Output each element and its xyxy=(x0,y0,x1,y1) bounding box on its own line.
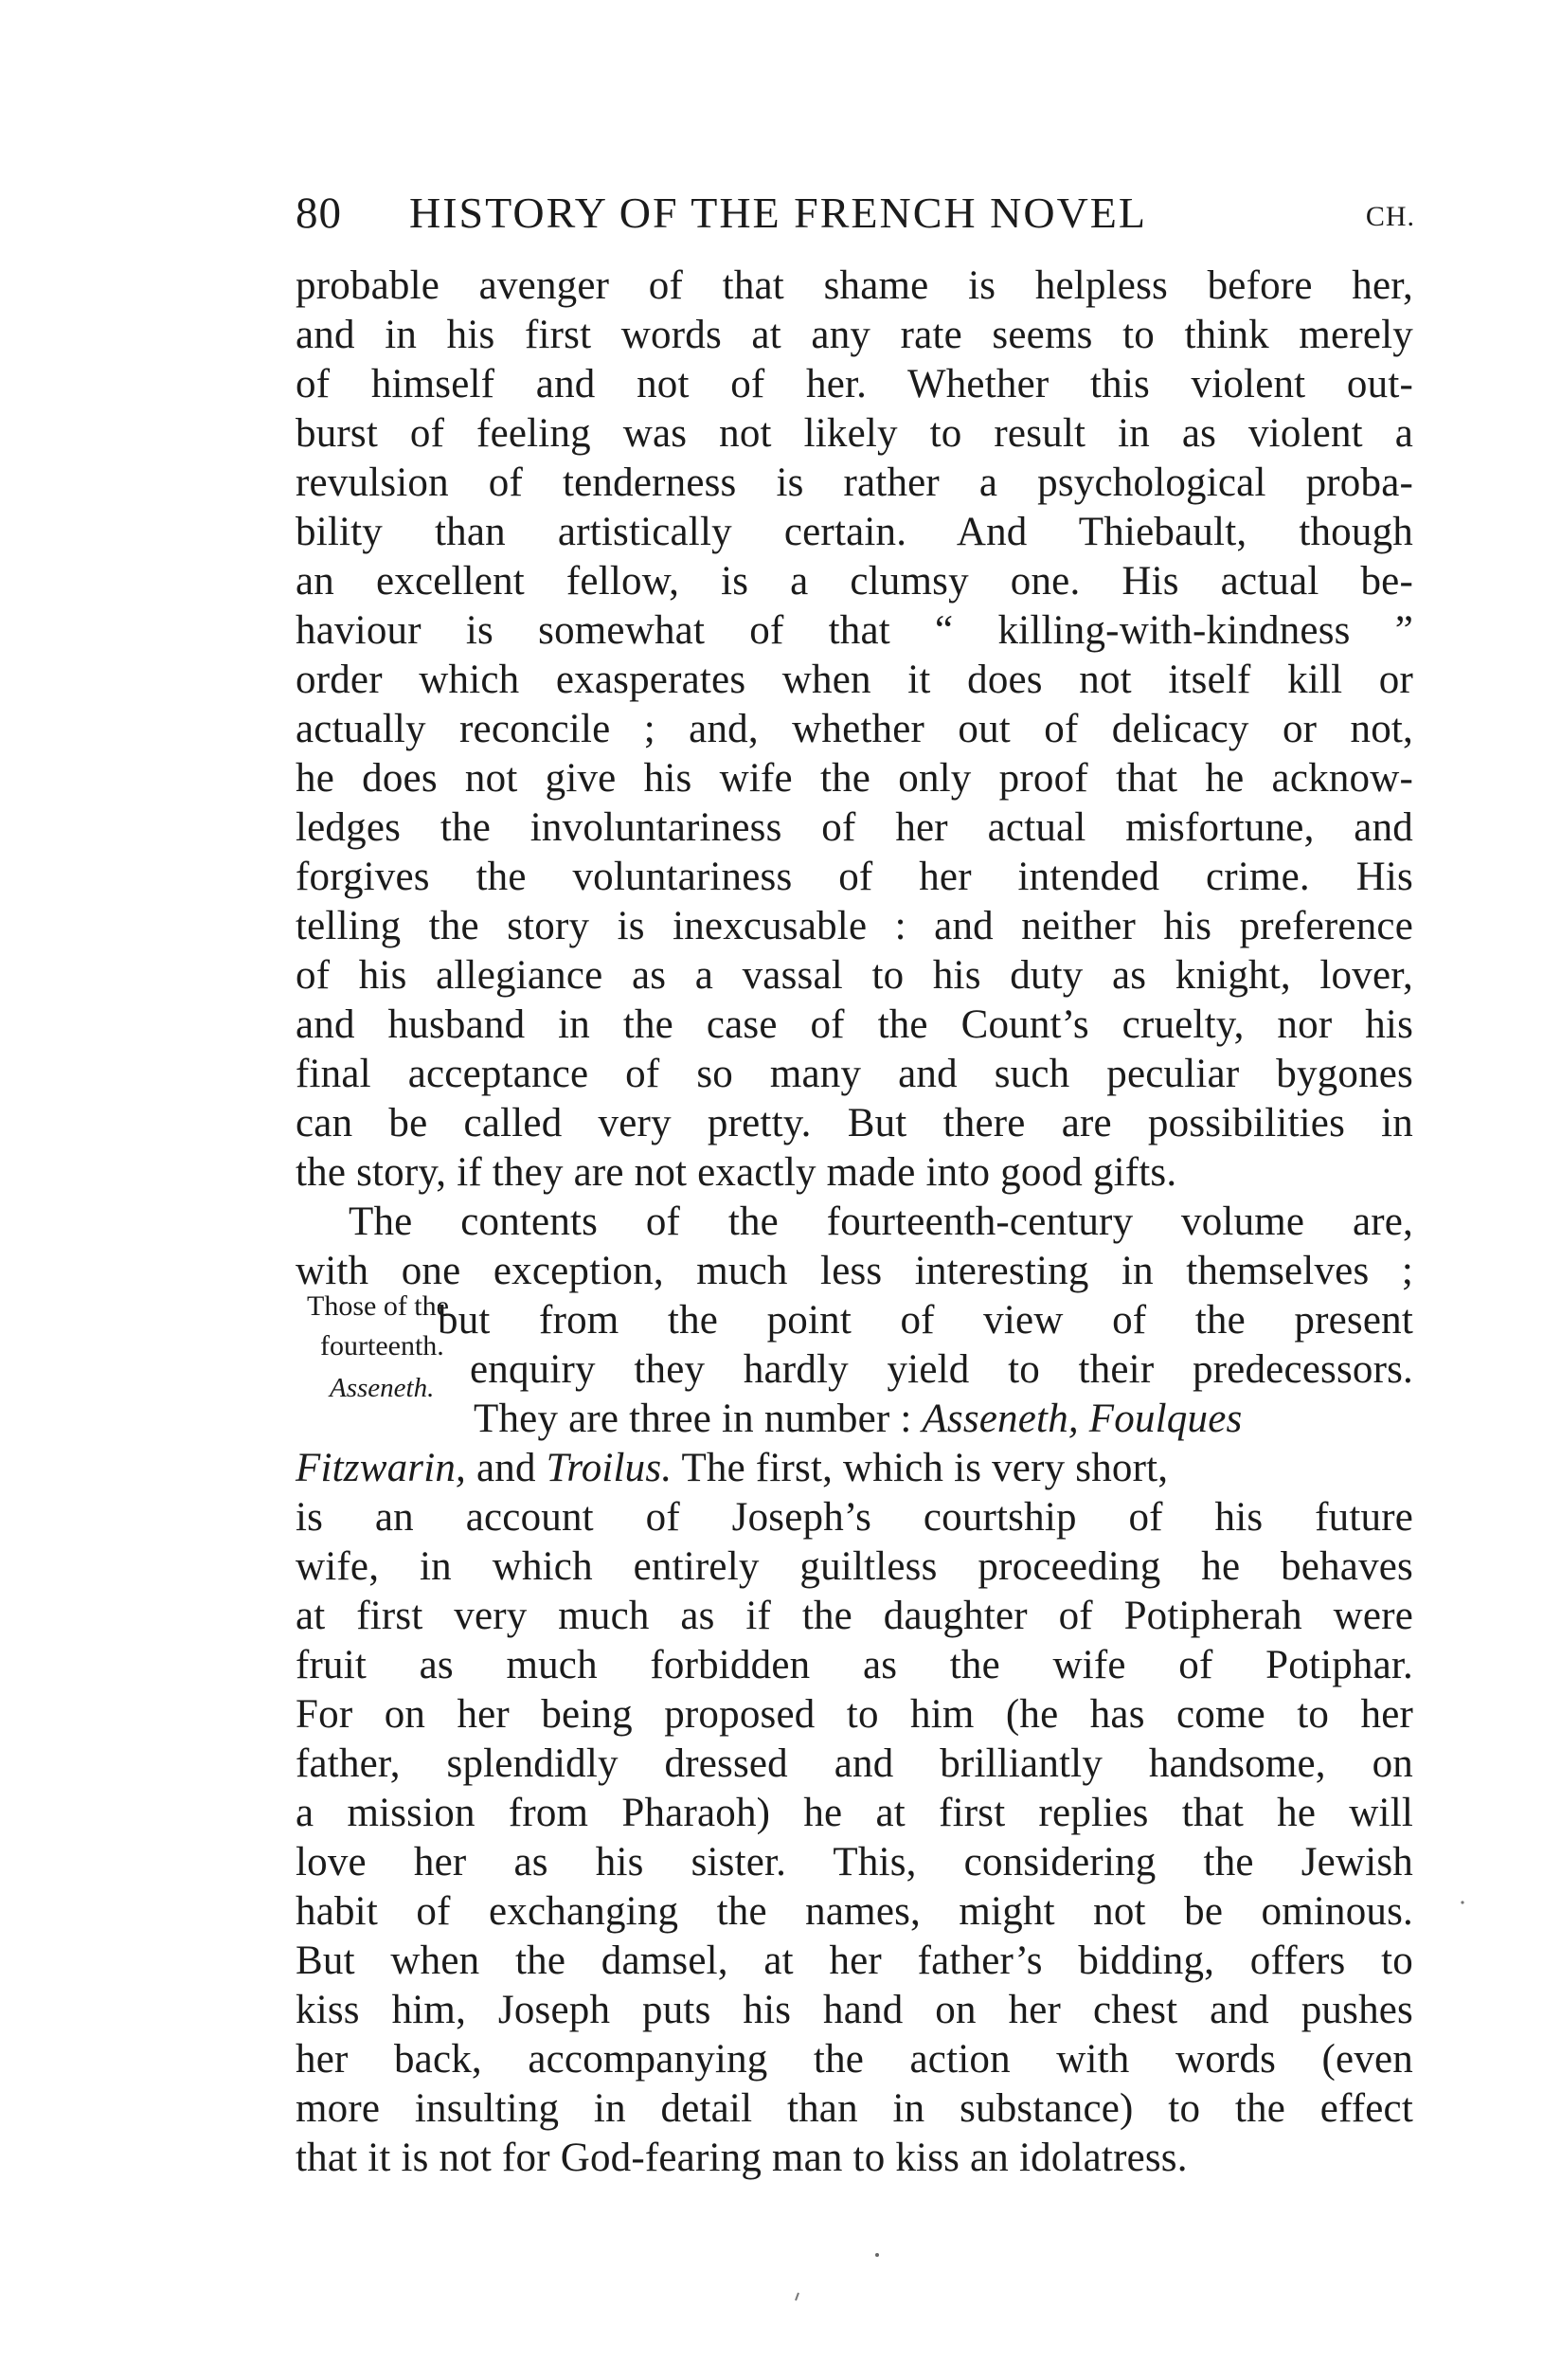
text-line xyxy=(296,1444,1413,1493)
text-line: But when the damsel, at her father’s bidding, offers to xyxy=(296,1938,1413,1983)
margin-note-fourteenth: fourteenth. xyxy=(320,1330,444,1361)
text-line: more insulting in detail than in substance) to the effect xyxy=(296,2086,1413,2131)
text-line: revulsion of tenderness is rather a psychological proba- xyxy=(296,460,1413,505)
text-line: and husband in the case of the Count’s cruelty, nor his xyxy=(296,1002,1413,1047)
text-line: at first very much as if the daughter of Potipherah were xyxy=(296,1594,1413,1638)
text-line: he does not give his wife the only proof that he acknow- xyxy=(296,756,1413,801)
text-line: of himself and not of her. Whether this violent out- xyxy=(296,362,1413,406)
text-line: wife, in which entirely guiltless proceeding he behaves xyxy=(296,1544,1413,1589)
text-line: bility than artistically certain. And Thiebault, though xyxy=(296,510,1413,554)
page-number: 80 xyxy=(296,189,342,238)
page-header xyxy=(296,180,1415,246)
text-line: The contents of the fourteenth-century volume are, xyxy=(349,1199,1413,1244)
text-line: and in his first words at any rate seems to think merely xyxy=(296,313,1413,357)
italic-title: Foulques xyxy=(1088,1397,1243,1441)
text-line: but from the point of view of the present xyxy=(438,1298,1413,1343)
text-line: the story, if they are not exactly made into good gifts. xyxy=(296,1150,1177,1195)
text-segment: and xyxy=(475,1446,536,1490)
margin-note-those-of-the: Those of the xyxy=(307,1290,449,1322)
italic-title: Asseneth, xyxy=(922,1397,1079,1441)
text-line: haviour is somewhat of that “ killing-with-kindness ” xyxy=(296,608,1413,653)
text-line: actually reconcile ; and, whether out of delicacy or not, xyxy=(296,707,1413,751)
text-line: burst of feeling was not likely to result in as violent a xyxy=(296,411,1413,456)
italic-title: Fitzwarin, xyxy=(296,1446,467,1490)
text-line: forgives the voluntariness of her intended crime. His xyxy=(296,855,1413,899)
text-line: a mission from Pharaoh) he at first replies that he will xyxy=(296,1791,1413,1835)
text-line: can be called very pretty. But there are possibilities in xyxy=(296,1101,1413,1145)
text-line: final acceptance of so many and such peculiar bygones xyxy=(296,1052,1413,1096)
running-title: HISTORY OF THE FRENCH NOVEL xyxy=(409,189,1147,237)
text-segment: The first, which is very short, xyxy=(681,1446,1169,1490)
text-line: love her as his sister. This, considering the Jewish xyxy=(296,1840,1413,1884)
text-line: telling the story is inexcusable : and neither his preference xyxy=(296,904,1413,948)
text-line: that it is not for God-fearing man to kiss an idolatress. xyxy=(296,2136,1188,2180)
text-line: order which exasperates when it does not itself kill or xyxy=(296,658,1413,702)
text-line: with one exception, much less interesting in themselves ; xyxy=(296,1249,1413,1293)
text-line: ledges the involuntariness of her actual misfortune, and xyxy=(296,805,1413,850)
text-line: probable avenger of that shame is helpless before her, xyxy=(296,263,1413,308)
text-line: an excellent fellow, is a clumsy one. His actual be- xyxy=(296,559,1413,604)
text-line: is an account of Joseph’s courtship of his future xyxy=(296,1495,1413,1540)
italic-title: Troilus. xyxy=(546,1446,673,1490)
text-line: enquiry they hardly yield to their predecessors. xyxy=(470,1347,1413,1392)
text-line: her back, accompanying the action with words (even xyxy=(296,2037,1413,2082)
text-segment: They are three in number : xyxy=(474,1397,912,1441)
speck xyxy=(875,2253,879,2257)
text-line: of his allegiance as a vassal to his duty as knight, lover, xyxy=(296,953,1413,998)
text-line: habit of exchanging the names, might not be ominous. xyxy=(296,1889,1413,1934)
speck xyxy=(1461,1901,1463,1903)
text-line: kiss him, Joseph puts his hand on her chest and pushes xyxy=(296,1988,1413,2032)
text-line: fruit as much forbidden as the wife of Potiphar. xyxy=(296,1643,1413,1687)
text-line: For on her being proposed to him (he has come to her xyxy=(296,1692,1413,1737)
margin-note-asseneth: Asseneth. xyxy=(330,1373,435,1403)
body-text xyxy=(296,261,1413,2183)
text-line: father, splendidly dressed and brilliantly handsome, on xyxy=(296,1741,1413,1786)
chapter-abbreviation: CH. xyxy=(1365,201,1415,232)
text-line xyxy=(296,1395,1413,1444)
speck xyxy=(796,2293,798,2300)
